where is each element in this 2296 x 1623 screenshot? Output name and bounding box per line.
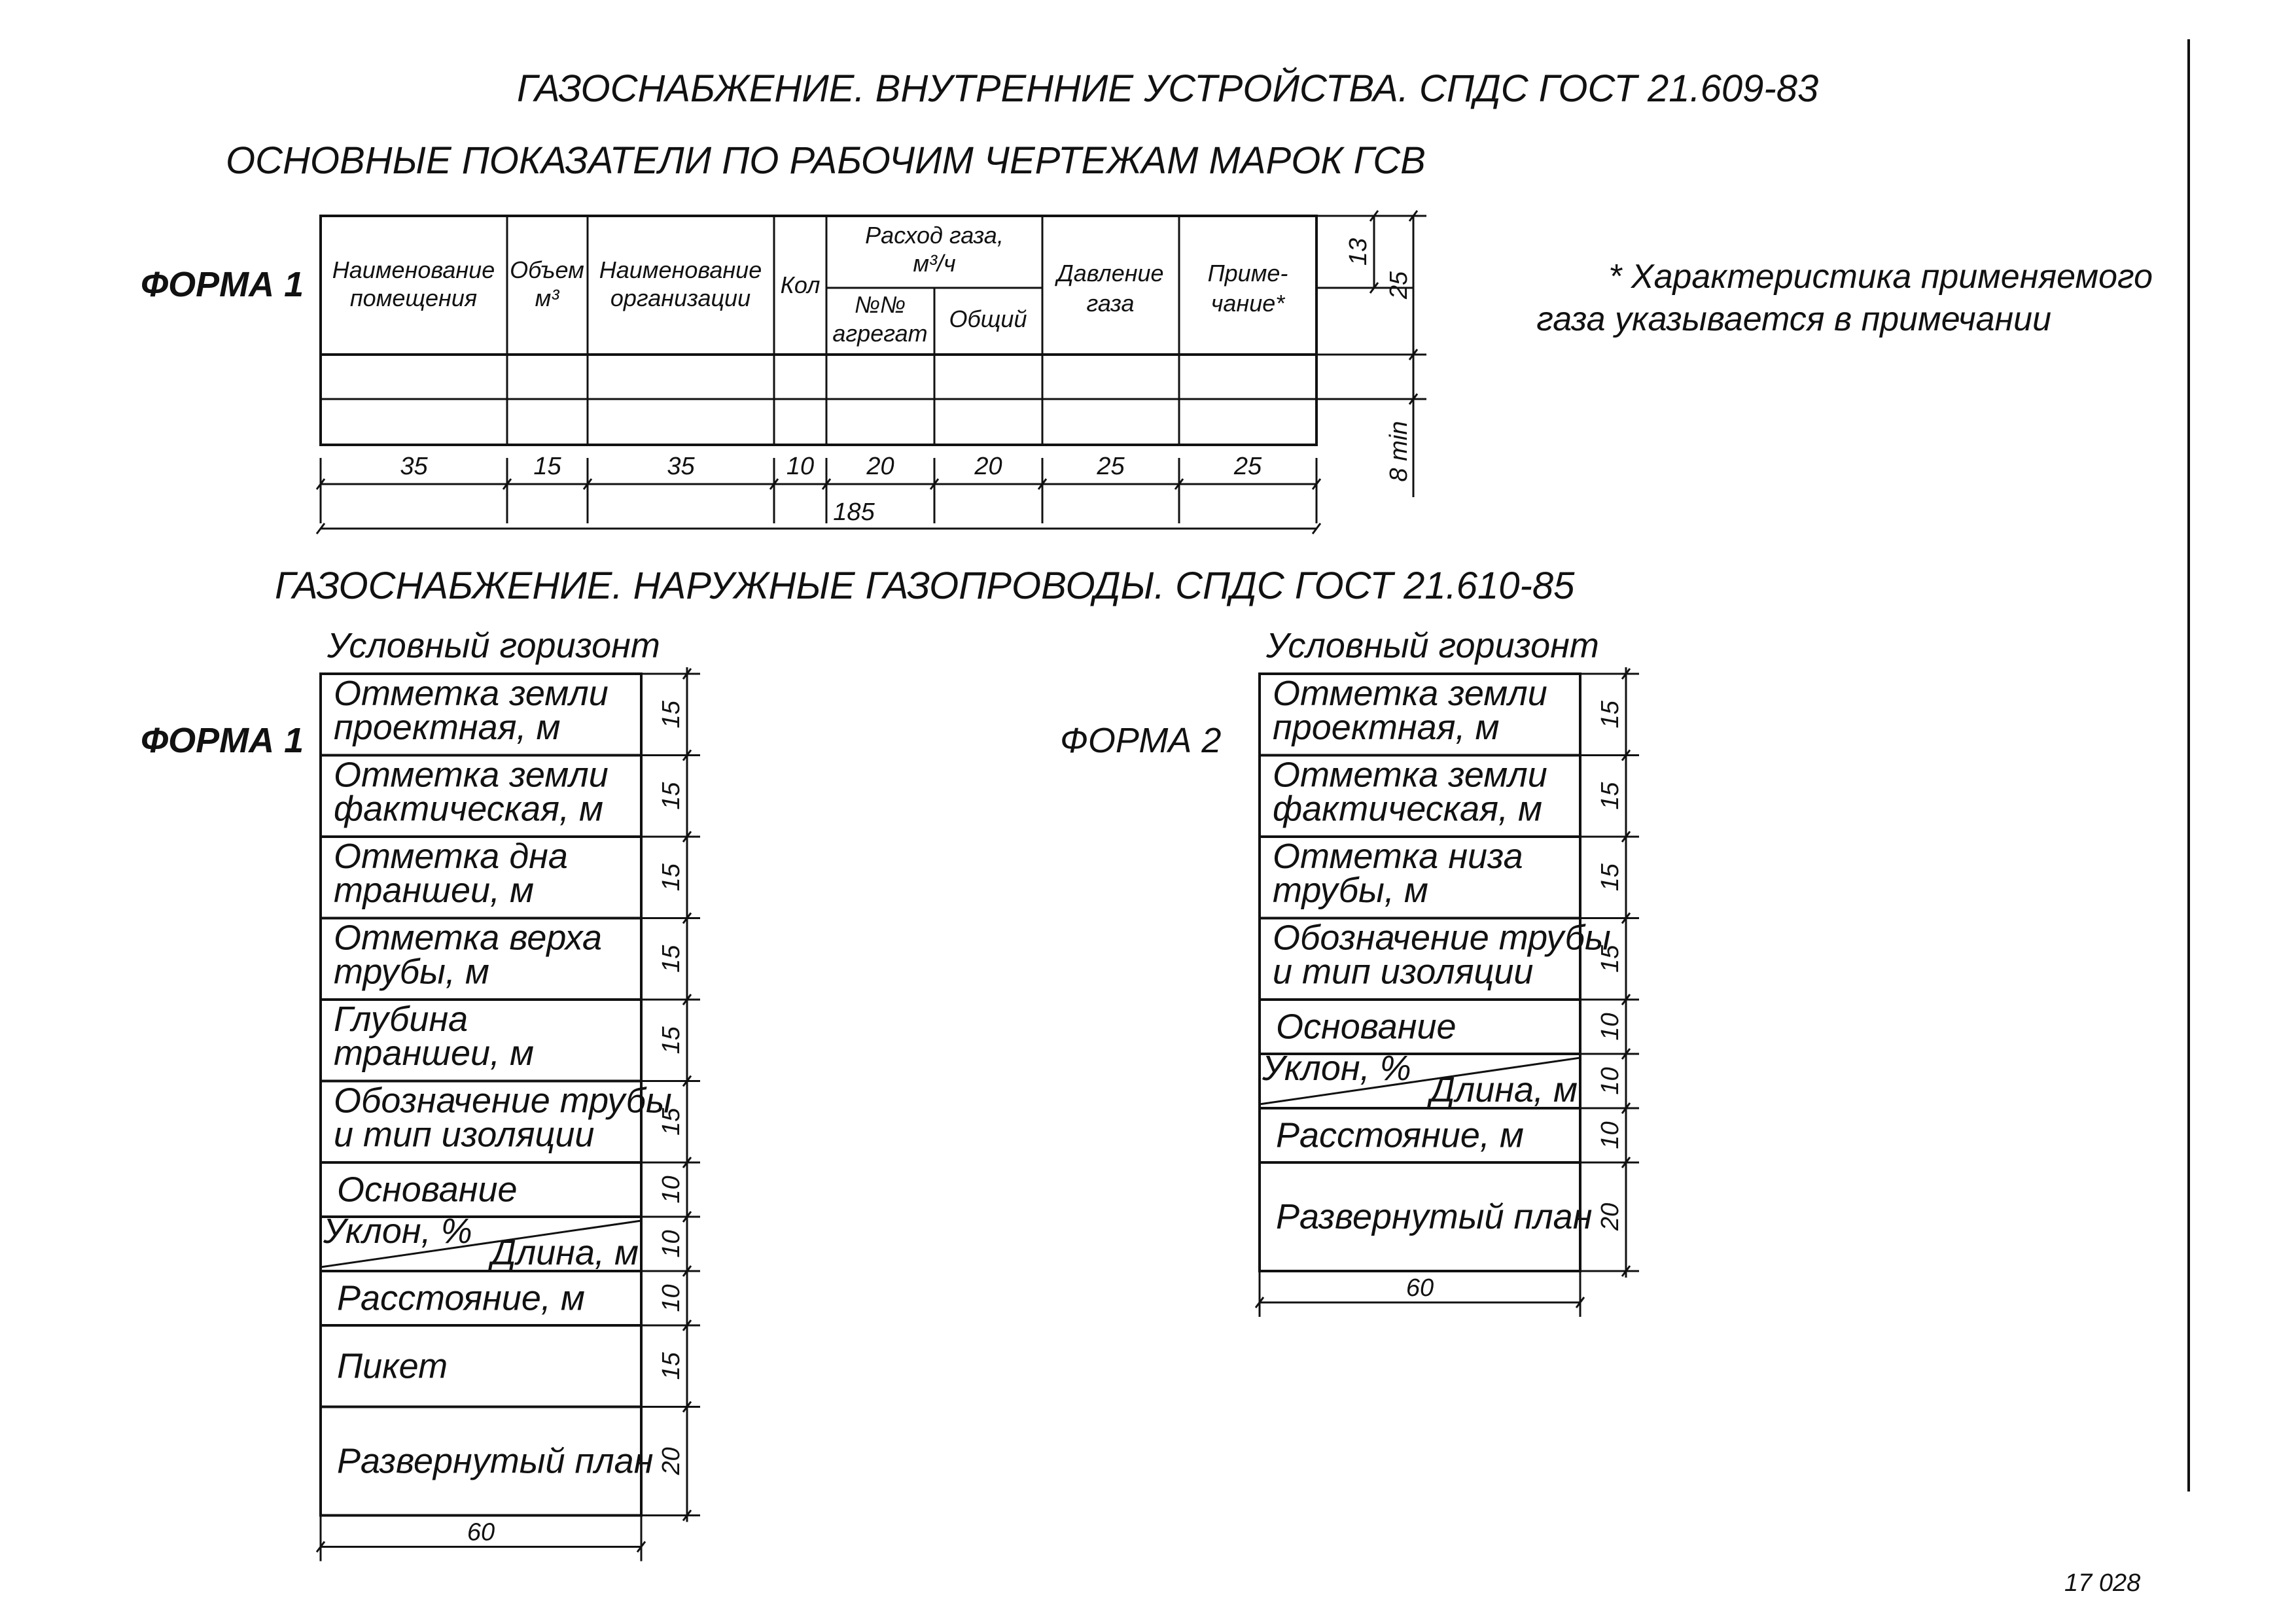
form-ext1-row-height: 15 [658,1352,685,1380]
form-ext1-row-height: 20 [658,1447,685,1475]
header-volume-1: Объем [510,256,584,283]
form-ext2-row-label-1: Отметка земли [1273,674,1547,713]
form-ext1-slope-label: Уклон, % [323,1212,472,1251]
form-ext2-width: 60 [1405,1274,1434,1302]
title-internal: ГАЗОСНАБЖЕНИЕ. ВНУТРЕННИЕ УСТРОЙСТВА. СПДС ГОСТ 21.609-83 [517,67,1819,110]
form-ext2-row-label-2: трубы, м [1273,871,1428,910]
title-external: ГАЗОСНАБЖЕНИЕ. НАРУЖНЫЕ ГАЗОПРОВОДЫ. СПДС ГОСТ 21.610-85 [275,565,1575,607]
form-ext1-row-height: 15 [658,701,685,729]
form-ext1-row-label-2: траншеи, м [334,871,535,910]
form-ext2-row-height: 15 [1597,945,1624,973]
col-width-4: 10 [786,453,815,480]
form-ext1-row-label-1: Глубина [334,1000,468,1039]
form-ext2-row-height: 15 [1597,701,1624,729]
form-ext2-row-height: 15 [1597,782,1624,810]
form-internal-label: ФОРМА 1 [141,265,304,304]
header-gas-flow-2: м³/ч [913,250,956,277]
header-total: Общий [949,305,1027,332]
form-ext1-row-label-1: Обозначение трубы [334,1081,672,1121]
header-units-2: агрегат [832,320,928,347]
form-ext2-row-height: 10 [1597,1013,1624,1041]
form-ext1-row-label-1: Отметка верха [334,918,603,958]
form-ext2-row-label-1: Отметка низа [1273,837,1523,876]
form-ext1-row-label-2: и тип изоляции [334,1115,595,1155]
header-org-name-2: организации [610,285,751,311]
form-ext2-row-height: 10 [1597,1121,1624,1149]
form-ext1-length-label: Длина, м [491,1233,639,1272]
header-org-name-1: Наименование [599,256,762,283]
subtitle-internal: ОСНОВНЫЕ ПОКАЗАТЕЛИ ПО РАБОЧИМ ЧЕРТЕЖАМ МАРОК ГСВ [226,139,1426,182]
header-room-name-2: помещения [349,285,478,311]
header-room-name-1: Наименование [332,256,495,283]
header-pressure-1: Давление [1057,260,1164,287]
header-pressure-2: газа [1086,290,1135,317]
form-ext1-row-height: 15 [658,864,685,892]
form-ext2-length-label: Длина, м [1430,1070,1578,1109]
col-width-6: 20 [974,453,1002,480]
header-note-2: чание* [1210,290,1285,317]
form-ext1-row-height: 15 [658,782,685,810]
col-width-1: 35 [400,453,428,480]
form-ext2-row-label: Развернутый план [1276,1197,1593,1236]
form-ext1-row-label-1: Отметка дна [334,837,568,876]
total-width: 185 [833,498,875,526]
form-ext1-row-label: Развернутый план [337,1441,654,1481]
form-ext1-row-label: Пикет [337,1346,448,1386]
form-ext1-horizon: Условный горизонт [327,626,660,665]
height-header: 25 [1385,271,1413,300]
col-width-2: 15 [533,453,561,480]
col-width-5: 20 [866,453,894,480]
col-width-8: 25 [1233,453,1262,480]
form-ext1-row-height: 10 [658,1176,685,1204]
form-ext2-row-label-1: Обозначение трубы [1273,918,1611,958]
footnote-line-2: газа указывается в примечании [1536,300,2051,338]
col-width-7: 25 [1097,453,1125,480]
form-ext1-row-label: Расстояние, м [337,1278,585,1318]
form-ext1-label: ФОРМА 1 [141,721,304,760]
form-ext1-row-label-1: Отметка земли [334,755,609,795]
form-ext1-row-height: 15 [658,945,685,973]
internal-table-frame [321,216,1316,445]
form-ext2-horizon: Условный горизонт [1266,626,1599,665]
header-units-1: №№ [855,291,906,318]
form-ext2-row-label: Основание [1276,1007,1457,1047]
col-width-3: 35 [667,453,695,480]
form-ext1-row-height: 15 [658,1108,685,1136]
form-ext1-row-label-2: траншеи, м [334,1034,535,1073]
form-ext1-row-label-1: Отметка земли [334,674,609,713]
form-ext2-row-label: Расстояние, м [1276,1115,1524,1155]
form-ext2-row-label-2: проектная, м [1273,708,1500,747]
form-ext2-slope-label: Уклон, % [1262,1049,1411,1088]
header-note-1: Приме- [1207,260,1288,287]
form-ext2-row-label-2: фактическая, м [1273,789,1543,829]
form-ext1-width: 60 [467,1518,495,1546]
form-ext2-row-height: 10 [1597,1067,1624,1095]
form-ext1-row-label-2: фактическая, м [334,789,604,829]
footnote-line-1: * Характеристика применяемого [1608,258,2153,296]
height-row: 8 min [1385,421,1413,482]
page-mark: 17 028 [2064,1569,2141,1597]
form-ext1-row-height: 15 [658,1026,685,1055]
header-gas-flow-1: Расход газа, [865,222,1004,249]
header-volume-2: м³ [535,285,559,311]
form-ext2-label: ФОРМА 2 [1060,721,1222,760]
form-ext2-row-height: 20 [1597,1202,1624,1231]
form-ext1-row-label-2: проектная, м [334,708,561,747]
form-ext1-row-label: Основание [337,1170,518,1210]
form-ext2-row-height: 15 [1597,864,1624,892]
form-ext1-row-label-2: трубы, м [334,952,489,992]
form-ext1-row-height: 10 [658,1230,685,1258]
header-qty: Кол [780,271,821,298]
form-ext2-row-label-1: Отметка земли [1273,755,1547,795]
form-ext1-row-height: 10 [658,1284,685,1312]
form-ext2-row-label-2: и тип изоляции [1273,952,1534,992]
height-header-top: 13 [1345,237,1372,266]
